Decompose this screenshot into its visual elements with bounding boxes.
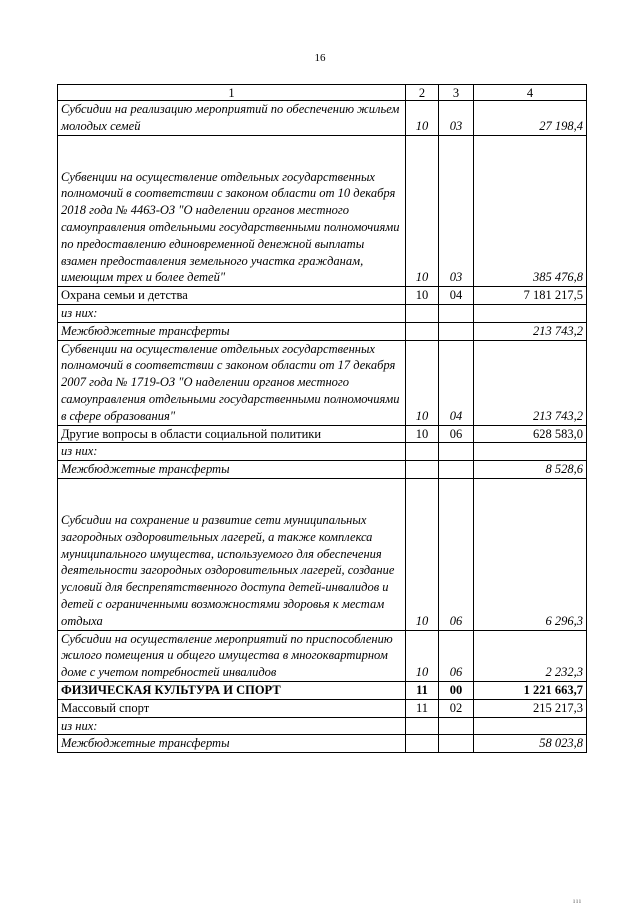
row-name: Субсидии на осуществление мероприятий по приспособлению жилого помещения и общего имущества в многоквартирном доме с учетом потребностей инвалидов (58, 630, 406, 681)
row-subsection: 02 (439, 699, 474, 717)
row-section: 10 (406, 340, 439, 425)
header-col-2: 2 (406, 85, 439, 101)
budget-table (57, 84, 587, 753)
row-subsection: 06 (439, 478, 474, 630)
header-col-1: 1 (58, 85, 406, 101)
row-name: Межбюджетные трансферты (58, 461, 406, 479)
table-row (58, 340, 587, 425)
row-amount: 27 198,4 (474, 101, 587, 136)
table-row (58, 630, 587, 681)
row-name: Субсидии на сохранение и развитие сети муниципальных загородных оздоровительных лагерей, а также комплекса муниципального имущества, используемого для обеспечения деятельности загородных оздоровительных лагерей, создание условий для беспрепятственного доступа детей-инвалидов и детей с ограниченными возможностями здоровья к местам отдыха (58, 478, 406, 630)
table-row (58, 322, 587, 340)
row-subsection (439, 304, 474, 322)
table-row (58, 443, 587, 461)
row-name: Межбюджетные трансферты (58, 322, 406, 340)
table-row (58, 681, 587, 699)
row-section: 11 (406, 699, 439, 717)
table-row (58, 425, 587, 443)
row-subsection (439, 322, 474, 340)
row-section: 10 (406, 630, 439, 681)
header-col-4: 4 (474, 85, 587, 101)
row-name: ФИЗИЧЕСКАЯ КУЛЬТУРА И СПОРТ (58, 681, 406, 699)
row-amount (474, 443, 587, 461)
table-row (58, 304, 587, 322)
row-amount: 628 583,0 (474, 425, 587, 443)
row-section (406, 461, 439, 479)
row-subsection (439, 443, 474, 461)
row-name: из них: (58, 717, 406, 735)
row-subsection (439, 717, 474, 735)
row-amount: 385 476,8 (474, 135, 587, 287)
row-amount: 58 023,8 (474, 735, 587, 753)
row-amount: 6 296,3 (474, 478, 587, 630)
header-col-3: 3 (439, 85, 474, 101)
row-amount: 215 217,3 (474, 699, 587, 717)
row-amount: 7 181 217,5 (474, 287, 587, 305)
row-section: 10 (406, 287, 439, 305)
table-row (58, 287, 587, 305)
row-amount: 213 743,2 (474, 322, 587, 340)
table-row (58, 101, 587, 136)
row-name: Субсидии на реализацию мероприятий по обеспечению жильем молодых семей (58, 101, 406, 136)
row-name: Другие вопросы в области социальной политики (58, 425, 406, 443)
table-header-row (58, 85, 587, 101)
row-amount: 1 221 663,7 (474, 681, 587, 699)
row-subsection: 04 (439, 287, 474, 305)
page-number: 16 (314, 52, 326, 64)
row-amount (474, 717, 587, 735)
table-row (58, 461, 587, 479)
row-subsection: 04 (439, 340, 474, 425)
row-section (406, 735, 439, 753)
row-amount: 2 232,3 (474, 630, 587, 681)
row-section (406, 304, 439, 322)
row-section (406, 443, 439, 461)
row-amount: 8 528,6 (474, 461, 587, 479)
row-name: из них: (58, 304, 406, 322)
row-subsection: 00 (439, 681, 474, 699)
row-subsection: 06 (439, 630, 474, 681)
scan-mark: ııı (573, 897, 582, 905)
row-name: Субвенции на осуществление отдельных государственных полномочий в соответствии с законом области от 17 декабря 2007 года № 1719-ОЗ "О наделении органов местного самоуправления отдельными государственными полномочиями в сфере образования" (58, 340, 406, 425)
row-subsection: 06 (439, 425, 474, 443)
row-subsection (439, 461, 474, 479)
row-amount (474, 304, 587, 322)
row-section: 11 (406, 681, 439, 699)
row-name: Межбюджетные трансферты (58, 735, 406, 753)
row-section: 10 (406, 425, 439, 443)
row-name: Субвенции на осуществление отдельных государственных полномочий в соответствии с законом области от 10 декабря 2018 года № 4463-ОЗ "О наделении органов местного самоуправления отдельными государственными полномочиями по предоставлению единовременной денежной выплаты взамен предоставления земельного участка гражданам, имеющим трех и более детей" (58, 135, 406, 287)
row-name: из них: (58, 443, 406, 461)
row-amount: 213 743,2 (474, 340, 587, 425)
row-subsection: 03 (439, 135, 474, 287)
row-subsection: 03 (439, 101, 474, 136)
row-section: 10 (406, 135, 439, 287)
table-row (58, 135, 587, 287)
row-subsection (439, 735, 474, 753)
row-name: Охрана семьи и детства (58, 287, 406, 305)
table-row (58, 478, 587, 630)
row-section: 10 (406, 101, 439, 136)
table-row (58, 735, 587, 753)
table-row (58, 717, 587, 735)
table-row (58, 699, 587, 717)
row-name: Массовый спорт (58, 699, 406, 717)
row-section: 10 (406, 478, 439, 630)
row-section (406, 322, 439, 340)
row-section (406, 717, 439, 735)
